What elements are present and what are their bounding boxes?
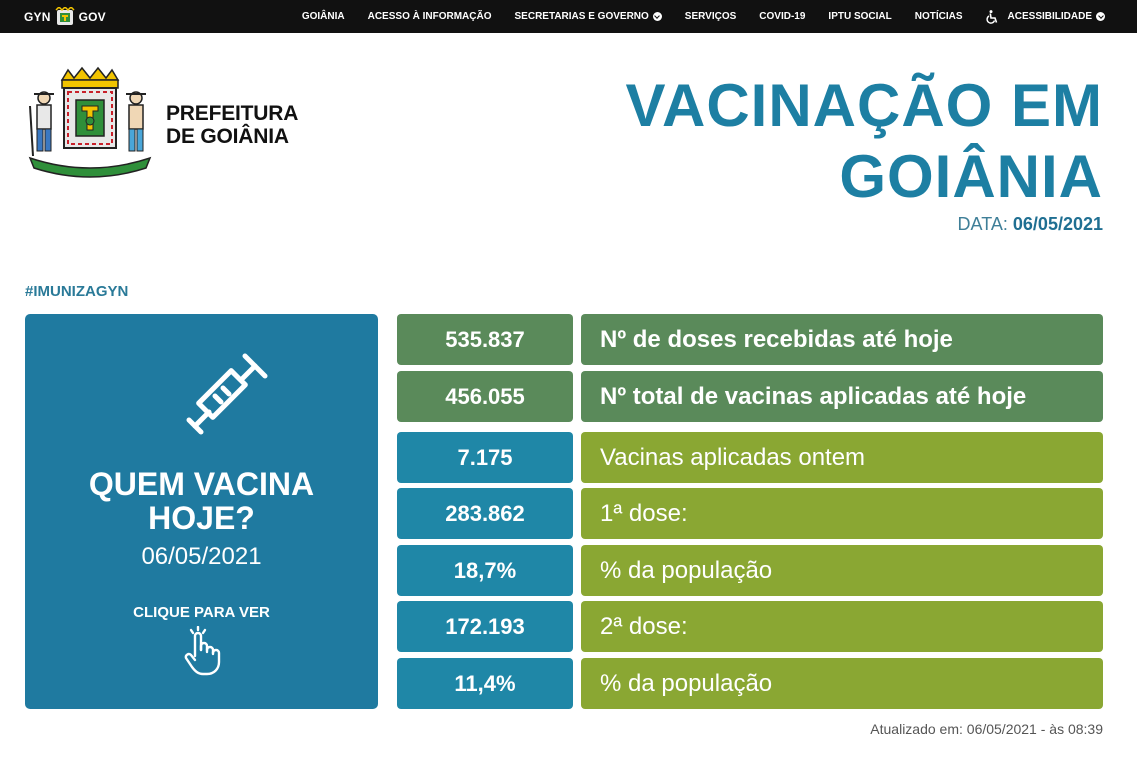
stat-label: Nº de doses recebidas até hoje [581, 314, 1103, 365]
stat-row-total-applied [397, 371, 1103, 422]
who-vaccinates-today-card[interactable] [25, 314, 378, 709]
nav-noticias[interactable] [915, 11, 963, 22]
nav-label: IPTU SOCIAL [828, 11, 892, 22]
title-line-2: GOIÂNIA [839, 143, 1103, 210]
card-title-line-2: HOJE? [148, 500, 255, 536]
stat-row-second-dose-pct [397, 658, 1103, 709]
stat-row-doses-received [397, 314, 1103, 365]
nav-label: GOIÂNIA [301, 11, 345, 22]
brand-left: GYN [24, 9, 51, 24]
date-label: DATA: [957, 214, 1008, 234]
stat-label: Nº total de vacinas aplicadas até hoje [581, 371, 1103, 422]
logo-line-2: DE GOIÂNIA [166, 125, 289, 148]
page-title [625, 70, 1103, 212]
hashtag: #IMUNIZAGYN [25, 283, 129, 300]
nav-acesso-informacao[interactable] [368, 11, 492, 22]
stat-label: % da população [581, 658, 1103, 709]
date-value: 06/05/2021 [1012, 214, 1103, 234]
nav-label: ACESSIBILIDADE [1007, 11, 1092, 22]
wheelchair-icon [986, 10, 1000, 24]
nav-label: ACESSO À INFORMAÇÃO [367, 11, 492, 22]
stat-row-first-dose [397, 488, 1103, 539]
nav-label: NOTÍCIAS [914, 11, 963, 22]
stat-row-second-dose [397, 601, 1103, 652]
card-date: 06/05/2021 [141, 543, 262, 570]
chevron-down-icon [1096, 12, 1105, 21]
stat-label: 1ª dose: [581, 488, 1103, 539]
stat-row-applied-yesterday [397, 432, 1103, 483]
card-title-line-1: QUEM VACINA [88, 466, 315, 502]
stat-value: 172.193 [397, 601, 573, 652]
city-crest-icon [24, 66, 156, 184]
nav-label: COVID-19 [759, 11, 806, 22]
stat-value: 456.055 [397, 371, 573, 422]
stat-label: % da população [581, 545, 1103, 596]
nav-label: SERVIÇOS [684, 11, 737, 22]
stat-value: 11,4% [397, 658, 573, 709]
stat-label: Vacinas aplicadas ontem [581, 432, 1103, 483]
stat-row-first-dose-pct [397, 545, 1103, 596]
card-title [25, 467, 378, 535]
click-to-view-link[interactable]: CLIQUE PARA VER [133, 604, 270, 621]
report-date [958, 214, 1103, 235]
pointing-hand-icon [179, 626, 223, 676]
nav-servicos[interactable] [685, 11, 737, 22]
chevron-down-icon [653, 12, 662, 21]
main-nav [279, 0, 1105, 33]
nav-goiania[interactable] [302, 11, 345, 22]
brand-right: GOV [78, 9, 106, 24]
syringe-icon [175, 346, 275, 446]
stat-value: 18,7% [397, 545, 573, 596]
crest-mini-icon [54, 7, 76, 27]
stat-value: 535.837 [397, 314, 573, 365]
prefeitura-logo[interactable] [24, 66, 314, 184]
gyn-gov-brand[interactable] [24, 0, 106, 33]
last-updated: Atualizado em: 06/05/2021 - às 08:39 [870, 721, 1103, 737]
nav-acessibilidade[interactable] [986, 10, 1105, 24]
nav-label: SECRETARIAS E GOVERNO [514, 11, 649, 22]
prefeitura-name [166, 102, 298, 148]
stat-value: 283.862 [397, 488, 573, 539]
nav-iptu-social[interactable] [828, 11, 891, 22]
stat-label: 2ª dose: [581, 601, 1103, 652]
title-line-1: VACINAÇÃO EM [625, 72, 1103, 139]
top-navbar [0, 0, 1137, 33]
nav-secretarias-governo[interactable] [515, 11, 662, 22]
logo-line-1: PREFEITURA [166, 102, 299, 125]
nav-covid19[interactable] [759, 11, 805, 22]
stat-value: 7.175 [397, 432, 573, 483]
